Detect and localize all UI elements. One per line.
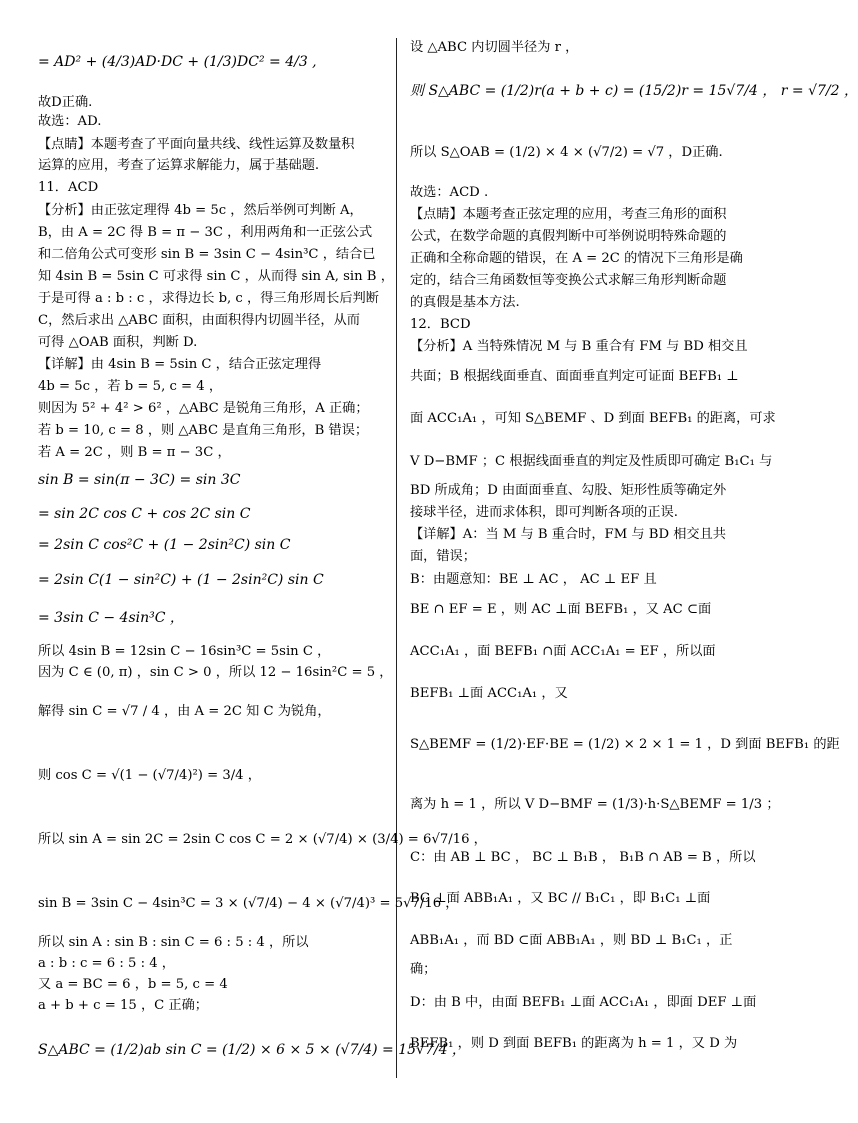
text-line: 【点睛】本题考查正弦定理的应用，考查三角形的面积 (410, 207, 727, 222)
text-line: = sin 2C cos C + cos 2C sin C (38, 506, 251, 522)
text-line: 故选：ACD . (410, 185, 489, 200)
text-line: 【点睛】本题考查了平面向量共线、线性运算及数量积 (38, 137, 355, 152)
text-line: C：由 AB ⊥ BC ， BC ⊥ B₁B ， B₁B ∩ AB = B ，所以 (410, 850, 756, 865)
text-line: a + b + c = 15 ，C 正确； (38, 998, 208, 1013)
text-line: = 3sin C − 4sin³C ， (38, 610, 184, 626)
text-line: 定的，结合三角函数恒等变换公式求解三角形判断命题 (410, 273, 727, 288)
text-line: BC ⊥面 ABB₁A₁ ，又 BC // B₁C₁ ，即 B₁C₁ ⊥面 (410, 891, 711, 906)
text-line: 离为 h = 1 ，所以 V D−BMF = (1/3)·h·S△BEMF = 1/3 ； (410, 797, 780, 812)
text-line: 又 a = BC = 6 ，b = 5, c = 4 (38, 977, 228, 992)
text-line: BEFB₁ ⊥面 ACC₁A₁ ，又 (410, 686, 568, 701)
text-line: B：由题意知：BE ⊥ AC ， AC ⊥ EF 且 (410, 572, 657, 587)
text-line: 所以 S△OAB = (1/2) × 4 × (√7/2) = √7 ，D正确. (410, 145, 723, 160)
text-line: 故选：AD. (38, 114, 102, 129)
text-line: C，然后求出 △ABC 面积，由面积得内切圆半径，从而 (38, 313, 360, 328)
text-line: 【分析】A 当特殊情况 M 与 B 重合有 FM 与 BD 相交且 (410, 339, 748, 354)
text-line: 若 A = 2C ，则 B = π − 3C ， (38, 445, 231, 460)
text-line: 【详解】由 4sin B = 5sin C ，结合正弦定理得 (38, 357, 322, 372)
text-line: 因为 C ∈ (0, π) ，sin C > 0 ，所以 12 − 16sin²C = 5 ， (38, 665, 393, 680)
text-line: 所以 sin A : sin B : sin C = 6 : 5 : 4 ，所以 (38, 935, 309, 950)
text-line: B，由 A = 2C 得 B = π − 3C ，利用两角和一正弦公式 (38, 225, 373, 240)
text-line: 则 S△ABC = (1/2)r(a + b + c) = (15/2)r = 15√7/4 ， r = √7/2 ， (410, 83, 858, 99)
text-line: 运算的应用，考查了运算求解能力，属于基础题. (38, 158, 320, 173)
text-line: 11．ACD (38, 180, 99, 195)
text-line: 则因为 5² + 4² > 6² ，△ABC 是锐角三角形，A 正确； (38, 401, 369, 416)
text-line: V D−BMF ；C 根据线面垂直的判定及性质即可确定 B₁C₁ 与 (410, 454, 773, 469)
text-line: ABB₁A₁ ，而 BD ⊂面 ABB₁A₁ ，则 BD ⊥ B₁C₁ ，正 (410, 933, 733, 948)
text-line: 【详解】A：当 M 与 B 重合时，FM 与 BD 相交且共 (410, 527, 726, 542)
text-line: = 2sin C(1 − sin²C) + (1 − 2sin²C) sin C (38, 572, 324, 588)
text-line: 公式，在数学命题的真假判断中可举例说明特殊命题的 (410, 229, 727, 244)
text-line: 12．BCD (410, 317, 471, 332)
text-line: ACC₁A₁ ，面 BEFB₁ ∩面 ACC₁A₁ = EF ，所以面 (410, 644, 716, 659)
text-line: 解得 sin C = √7 / 4 ，由 A = 2C 知 C 为锐角， (38, 704, 331, 719)
text-line: 确； (410, 962, 437, 977)
text-line: = AD² + (4/3)AD·DC + (1/3)DC² = 4/3 , (38, 54, 317, 70)
text-line: 设 △ABC 内切圆半径为 r ， (410, 40, 579, 55)
text-line: 4b = 5c ，若 b = 5, c = 4 ， (38, 379, 223, 394)
column-divider (396, 38, 397, 1078)
text-line: S△BEMF = (1/2)·EF·BE = (1/2) × 2 × 1 = 1 ，D 到面 BEFB₁ 的距 (410, 737, 840, 752)
text-line: 可得 △OAB 面积，判断 D. (38, 335, 198, 350)
text-line: sin B = sin(π − 3C) = sin 3C (38, 472, 241, 488)
text-line: sin B = 3sin C − 4sin³C = 3 × (√7/4) − 4 × (√7/4)³ = 5√7/16 ， (38, 896, 459, 911)
text-line: 正确和全称命题的错误，在 A = 2C 的情况下三角形是确 (410, 251, 743, 266)
text-line: 所以 4sin B = 12sin C − 16sin³C = 5sin C ， (38, 644, 331, 659)
text-line: 【分析】由正弦定理得 4b = 5c ，然后举例可判断 A， (38, 203, 363, 218)
text-line: 故D正确. (38, 95, 93, 110)
text-line: 共面；B 根据线面垂直、面面垂直判定可证面 BEFB₁ ⊥ (410, 369, 739, 384)
text-line: 和二倍角公式可变形 sin B = 3sin C − 4sin³C ，结合已 (38, 247, 376, 262)
text-line: a : b : c = 6 : 5 : 4 ， (38, 956, 175, 971)
text-line: 接球半径，进而求体积，即可判断各项的正误. (410, 505, 678, 520)
text-line: 面 ACC₁A₁ ，可知 S△BEMF 、D 到面 BEFB₁ 的距离，可求 (410, 411, 776, 426)
text-line: 若 b = 10, c = 8 ，则 △ABC 是直角三角形，B 错误； (38, 423, 369, 438)
text-line: S△ABC = (1/2)ab sin C = (1/2) × 6 × 5 × (√7/4) = 15√7/4 ， (38, 1042, 466, 1058)
text-line: 知 4sin B = 5sin C 可求得 sin C ，从而得 sin A, sin B ， (38, 269, 394, 284)
text-line: BD 所成角；D 由面面垂直、勾股、矩形性质等确定外 (410, 483, 727, 498)
text-line: BEFB₁ ，则 D 到面 BEFB₁ 的距离为 h = 1 ，又 D 为 (410, 1036, 738, 1051)
text-line: BE ∩ EF = E ，则 AC ⊥面 BEFB₁ ，又 AC ⊂面 (410, 602, 712, 617)
text-line: 所以 sin A = sin 2C = 2sin C cos C = 2 × (√7/4) × (3/4) = 6√7/16 ， (38, 832, 487, 847)
text-line: 的真假是基本方法. (410, 295, 520, 310)
text-line: 则 cos C = √(1 − (√7/4)²) = 3/4 ， (38, 768, 261, 783)
text-line: = 2sin C cos²C + (1 − 2sin²C) sin C (38, 537, 291, 553)
text-line: D：由 B 中，由面 BEFB₁ ⊥面 ACC₁A₁ ，即面 DEF ⊥面 (410, 995, 757, 1010)
text-line: 于是可得 a : b : c ，求得边长 b, c ，得三角形周长后判断 (38, 291, 379, 306)
text-line: 面，错误； (410, 549, 476, 564)
